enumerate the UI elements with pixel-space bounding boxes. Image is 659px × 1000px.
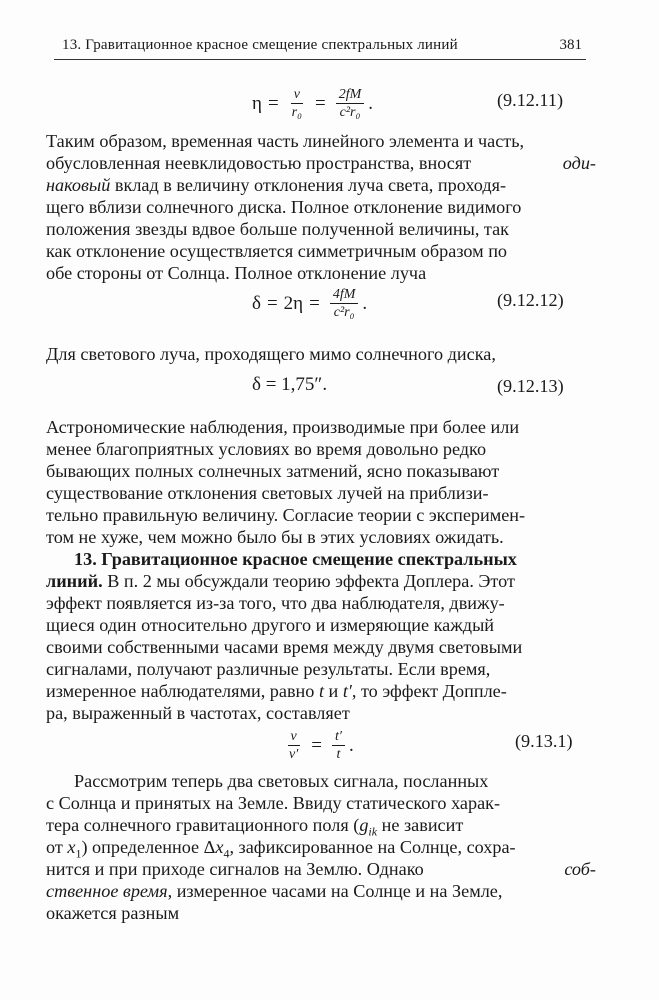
math-var: t′ [342, 681, 352, 701]
text-line [46, 702, 596, 724]
text: как отклонение осуществляется симметричным образом по [46, 241, 508, 261]
eq-sign: = [311, 734, 322, 756]
text: том не хуже, чем можно было бы в этих условиях ожидать. [46, 527, 504, 547]
section-heading [74, 548, 596, 570]
frac-numerator: 2fM [336, 86, 365, 104]
text: ра, выраженный в частотах, составляет [46, 703, 350, 723]
frac-numerator: t′ [332, 728, 345, 746]
frac-denominator: ν′ [289, 747, 299, 762]
eq-lhs: η [252, 92, 262, 114]
text-line [46, 504, 596, 526]
math-sub: 1 [75, 846, 82, 861]
text-line [46, 658, 596, 680]
math-sub: 4 [223, 846, 230, 861]
emphasis: наковый [46, 175, 111, 195]
text-line [46, 482, 596, 504]
text: обе стороны от Солнца. Полное отклонение луча [46, 263, 427, 283]
eq-term: 2η [283, 292, 304, 314]
math-var: t [318, 681, 324, 701]
text-line [46, 680, 596, 702]
text-line [46, 240, 596, 262]
eq-sign: = [267, 92, 279, 114]
fraction [330, 286, 359, 321]
text-line [46, 526, 596, 548]
eq-end: . [348, 734, 354, 756]
frac-denominator: r₀ [291, 105, 302, 120]
equation-number: (9.12.13) [497, 376, 564, 396]
equation-9-12-12 [252, 286, 367, 321]
text-line [46, 858, 596, 880]
text: нится и при приходе сигналов на Землю. Однако [46, 859, 424, 879]
text: и [328, 681, 339, 701]
text: с Солнца и принятых на Земле. Ввиду статического харак- [46, 793, 501, 813]
text: Для светового луча, проходящего мимо солнечного диска, [46, 344, 496, 364]
text: положения звезды вдвое больше полученной величины, так [46, 219, 509, 239]
eq-sign: = [266, 292, 278, 314]
math-var: g [359, 815, 369, 835]
text-line [46, 902, 596, 924]
frac-denominator: c²r₀ [339, 105, 361, 120]
frac-denominator: t [336, 747, 341, 762]
text: Таким образом, временная часть линейного элемента и часть, [46, 131, 525, 151]
text: ) определенное Δ [81, 837, 216, 857]
text-line [74, 770, 596, 792]
frac-denominator: c²r₀ [333, 305, 355, 320]
text: щиеся один относительно другого и измеряющие каждый [46, 615, 495, 635]
eq-end: . [362, 292, 368, 314]
text-line [46, 196, 596, 218]
equation-9-12-13: δ = 1,75″. [252, 374, 328, 395]
text: тера солнечного гравитационного поля ( [46, 815, 360, 835]
fraction [336, 86, 365, 121]
fraction [332, 728, 345, 763]
text-line [46, 218, 596, 240]
text: измеренное наблюдателями, равно [46, 681, 315, 701]
text-line [46, 592, 596, 614]
header-rule [54, 59, 586, 60]
eq-end: . [368, 92, 374, 114]
math-sub: ik [368, 824, 378, 839]
text: , измеренное часами на Солнце и на Земле, [167, 881, 503, 901]
text: Астрономические наблюдения, производимые при более или [46, 417, 520, 437]
text: от [46, 837, 68, 857]
text: окажется разным [46, 903, 180, 923]
eq-sign: = [314, 92, 326, 114]
text-line [46, 636, 596, 658]
heading-text: линий. [46, 571, 103, 591]
page-number: 381 [559, 37, 582, 53]
fraction [289, 86, 305, 121]
text-line [46, 438, 596, 460]
emphasis: оди- [562, 153, 596, 173]
emphasis: соб- [564, 859, 596, 879]
equation-number: (9.12.12) [497, 290, 564, 310]
text: вклад в величину отклонения луча света, проходя- [114, 175, 507, 195]
text: , зафиксированное на Солнце, сохра- [229, 837, 516, 857]
equation-9-13-1 [282, 728, 354, 763]
text: не зависит [377, 815, 464, 835]
text: существование отклонения световых лучей на приблизи- [46, 483, 489, 503]
text: сигналами, получают различные результаты. Если время, [46, 659, 491, 679]
running-header [62, 37, 582, 54]
text: своими собственными часами время между двумя световыми [46, 637, 523, 657]
text-line [46, 152, 596, 174]
heading-text: 13. Гравитационное красное смещение спектральных [74, 549, 517, 569]
text-line [46, 262, 596, 284]
text-line [46, 343, 596, 365]
frac-numerator: ν [291, 86, 303, 104]
equation-number: (9.12.11) [497, 90, 564, 110]
text: щего вблизи солнечного диска. Полное отклонение видимого [46, 197, 522, 217]
text-line [46, 570, 596, 592]
text: тельно правильную величину. Согласие теории с эксперимен- [46, 505, 526, 525]
math-var: x [67, 837, 76, 857]
text: менее благоприятных условиях во время довольно редко [46, 439, 487, 459]
header-section-title: 13. Гравитационное красное смещение спектральных линий [62, 37, 458, 53]
eq-lhs: δ [252, 292, 261, 314]
emphasis: ственное время [46, 881, 168, 901]
text: , то эффект Доппле- [351, 681, 507, 701]
text: В п. 2 мы обсуждали теорию эффекта Доплера. Этот [107, 571, 515, 591]
text: Рассмотрим теперь два световых сигнала, посланных [74, 771, 489, 791]
text-line [46, 174, 596, 196]
text-line [46, 792, 596, 814]
fraction [286, 728, 301, 763]
eq-sign: = [309, 292, 320, 314]
text-line [46, 880, 596, 902]
text-line [46, 614, 596, 636]
equation-9-12-11 [252, 86, 373, 121]
text-line [46, 130, 596, 152]
frac-numerator: 4fM [330, 286, 359, 304]
text: обусловленная неевклидовостью пространства, вносят [46, 153, 472, 173]
text-line [46, 460, 596, 482]
equation-number: (9.13.1) [515, 731, 573, 751]
frac-numerator: ν [288, 728, 300, 746]
text: бывающих полных солнечных затмений, ясно показывают [46, 461, 500, 481]
text: эффект появляется из-за того, что два наблюдателя, движу- [46, 593, 505, 613]
text-line [46, 416, 596, 438]
math-var: x [215, 837, 224, 857]
